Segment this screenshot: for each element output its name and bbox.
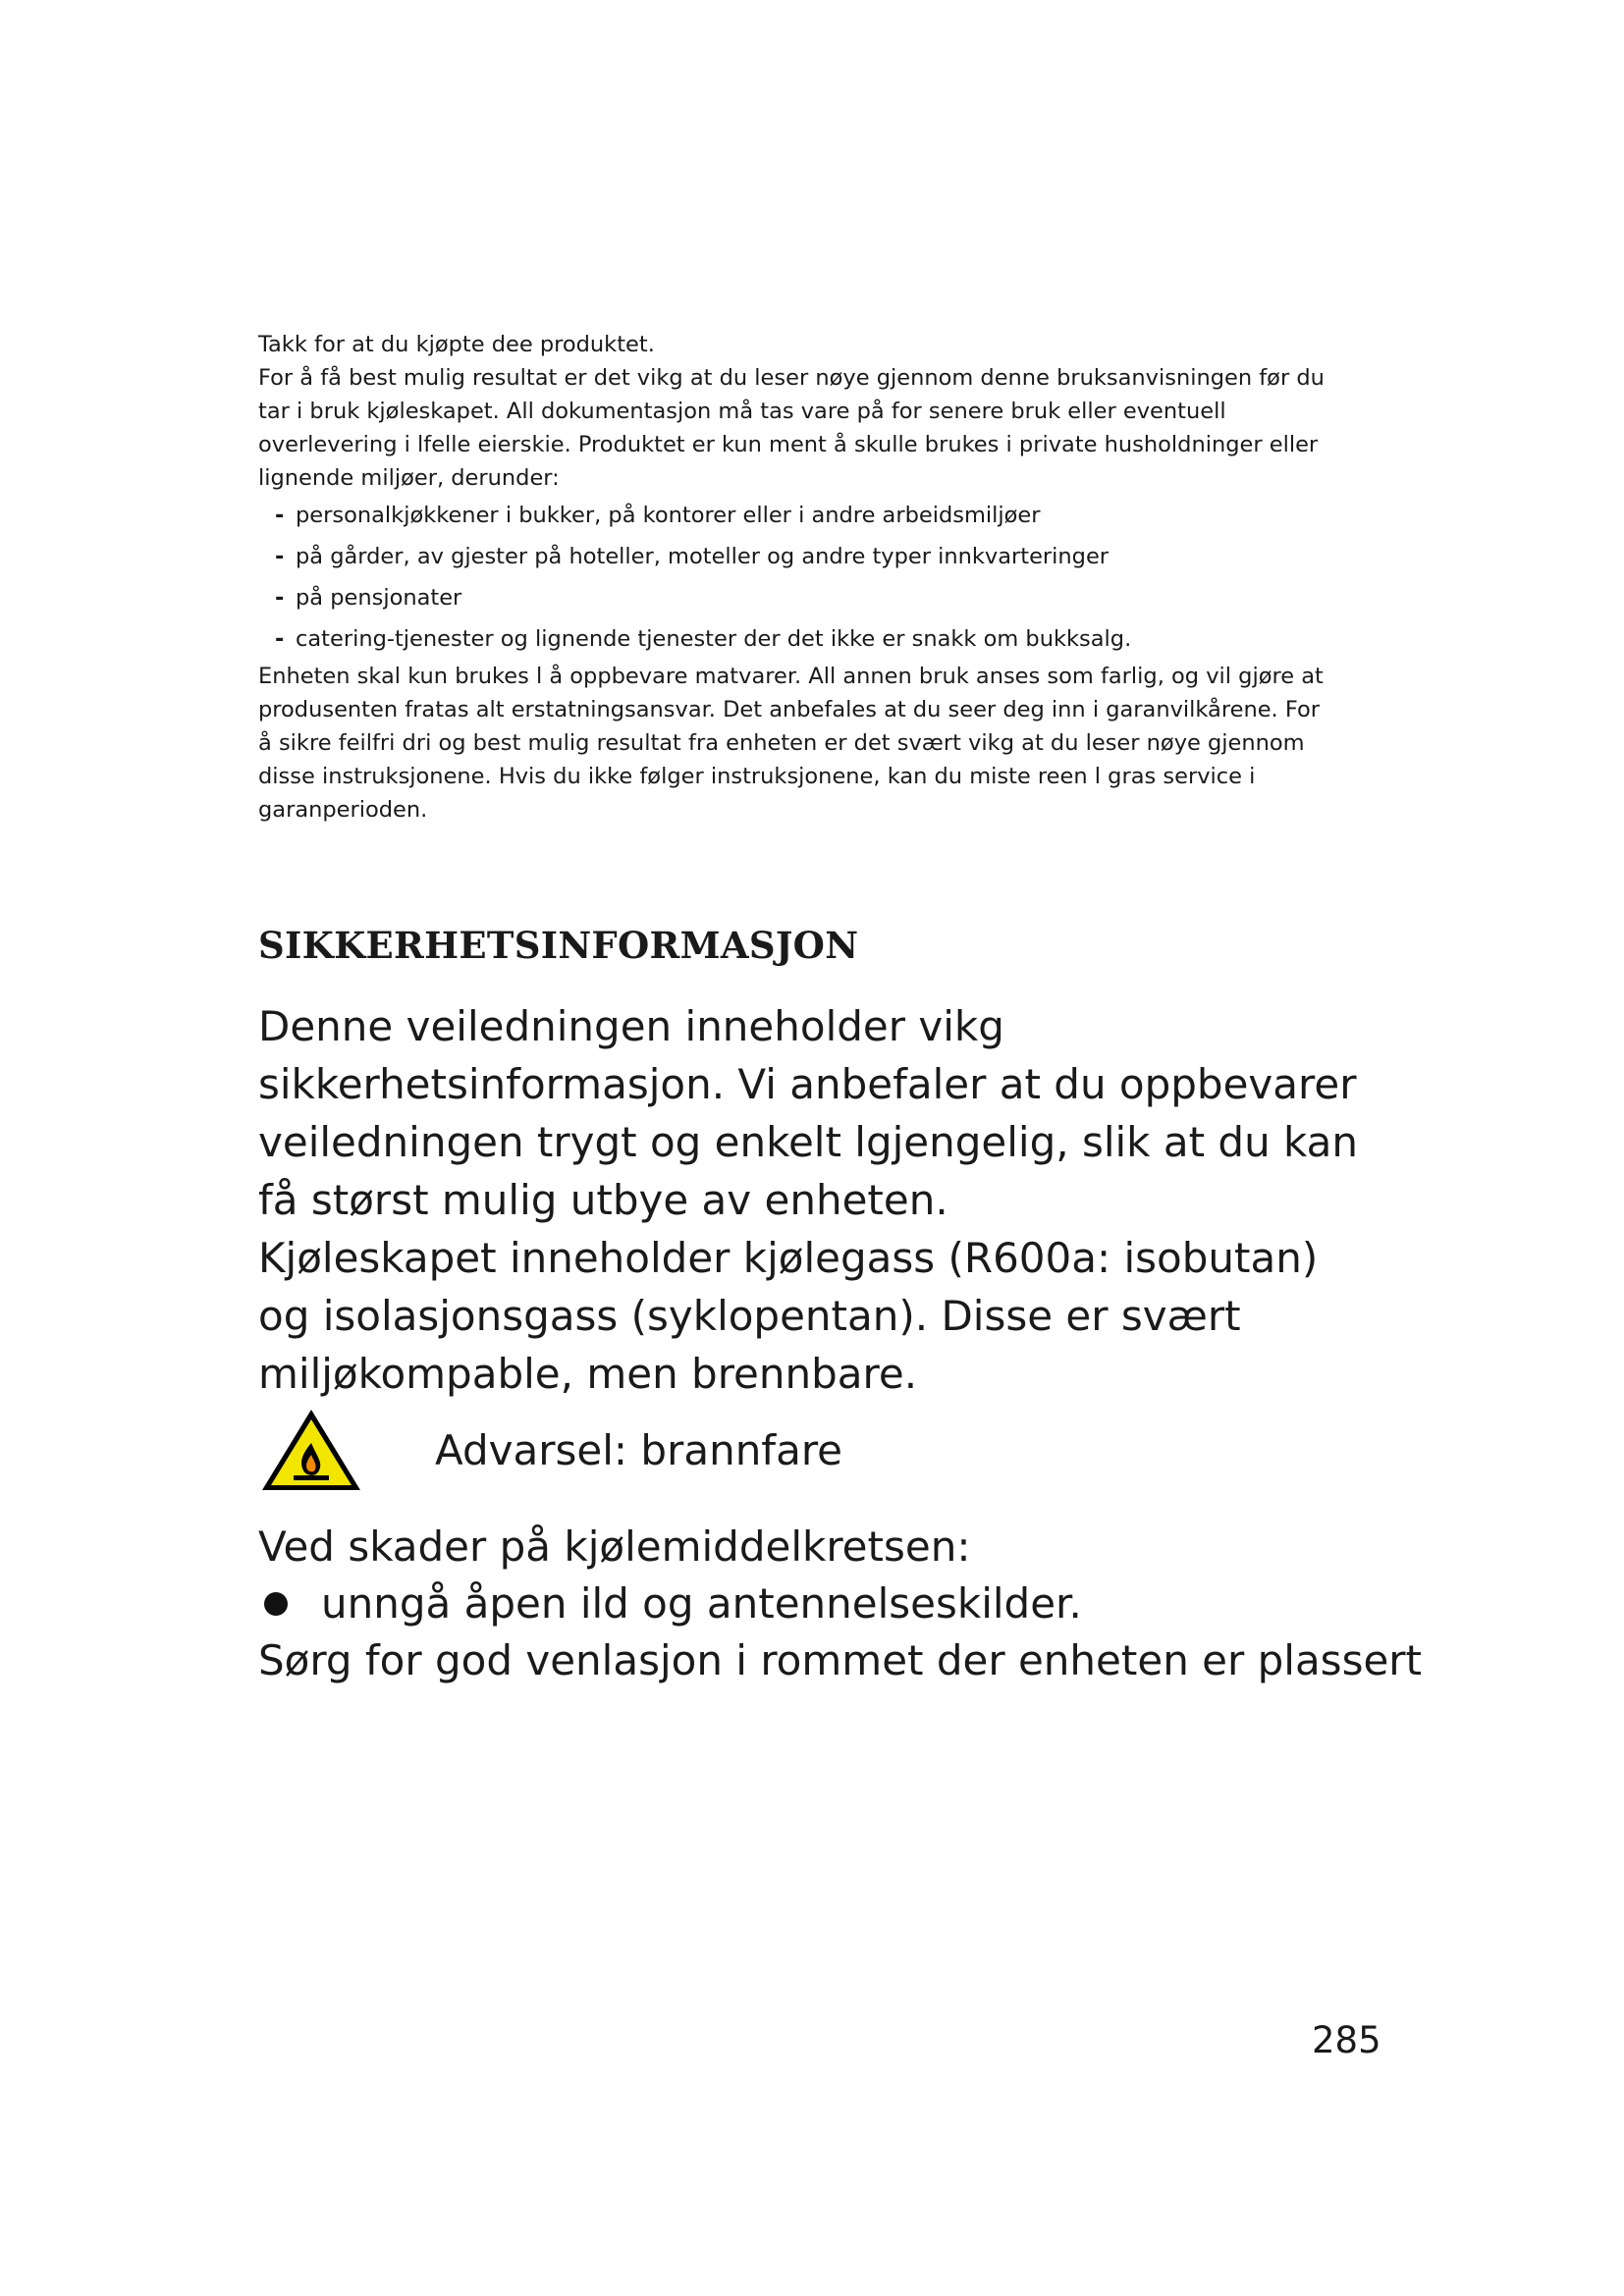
usage-list <box>258 495 1338 660</box>
list-item: - catering-tjenester og lignende tjenester der det ikke er snakk om bukksalg. <box>275 626 1132 652</box>
section-heading: SIKKERHETSINFORMASJON <box>258 924 859 967</box>
page-number: 285 <box>1312 2019 1381 2061</box>
bullet-dot-icon <box>264 1592 288 1616</box>
ventilation-text: Sørg for god venlasjon i rommet der enheten er plassert <box>258 1636 1423 1684</box>
list-item: - på gårder, av gjester på hoteller, moteller og andre typer innkvarteringer <box>275 544 1110 569</box>
flammable-warning-icon <box>258 1406 364 1494</box>
list-item: - på pensjonater <box>275 585 462 611</box>
warning-label: Advarsel: brannfare <box>435 1426 843 1474</box>
damage-bullet <box>258 1575 1338 1633</box>
warning-row <box>258 1406 1240 1494</box>
damage-bullet-text: unngå åpen ild og antennelseskilder. <box>321 1579 1082 1628</box>
intro-paragraph-2: Enheten skal kun brukes l å oppbevare matvarer. All annen bruk anses som farlig, og vil gjøre at produsenten fratas alt erstatningsansvar. Det anbefales at du seer deg inn i garanvilkårene. For å sikre feilfri dri og best mulig resultat fra enheten er det svært vikg at du leser nøye gjennom disse instruksjonene. Hvis du ikke følger instruksjonene, kan du miste reen l gras service i garanperioden. <box>258 664 1324 823</box>
intro-paragraph: Takk for at du kjøpte dee produktet. For å få best mulig resultat er det vikg at du leser nøye gjennom denne bruksanvisningen før du tar i bruk kjøleskapet. All dokumentasjon må tas vare på for senere bruk eller eventuell overlevering i lfelle eierskie. Produktet er kun ment å skulle brukes i private husholdninger eller lignende miljøer, derunder: <box>258 332 1325 491</box>
safety-text: Denne veiledningen inneholder vikg sikkerhetsinformasjon. Vi anbefaler at du oppbevarer veiledningen trygt og enkelt lgjengelig, slik at du kan få størst mulig utbye av enheten. Kjøleskapet inneholder kjølegass (R600a: isobutan) og isolasjonsgass (syklopentan). Disse er svært miljøkompable, men brennbare. <box>258 1002 1358 1398</box>
list-item: - personalkjøkkener i bukker, på kontorer eller i andre arbeidsmiljøer <box>275 503 1041 528</box>
intro-section <box>258 328 1338 827</box>
damage-heading: Ved skader på kjølemiddelkretsen: <box>258 1522 971 1571</box>
